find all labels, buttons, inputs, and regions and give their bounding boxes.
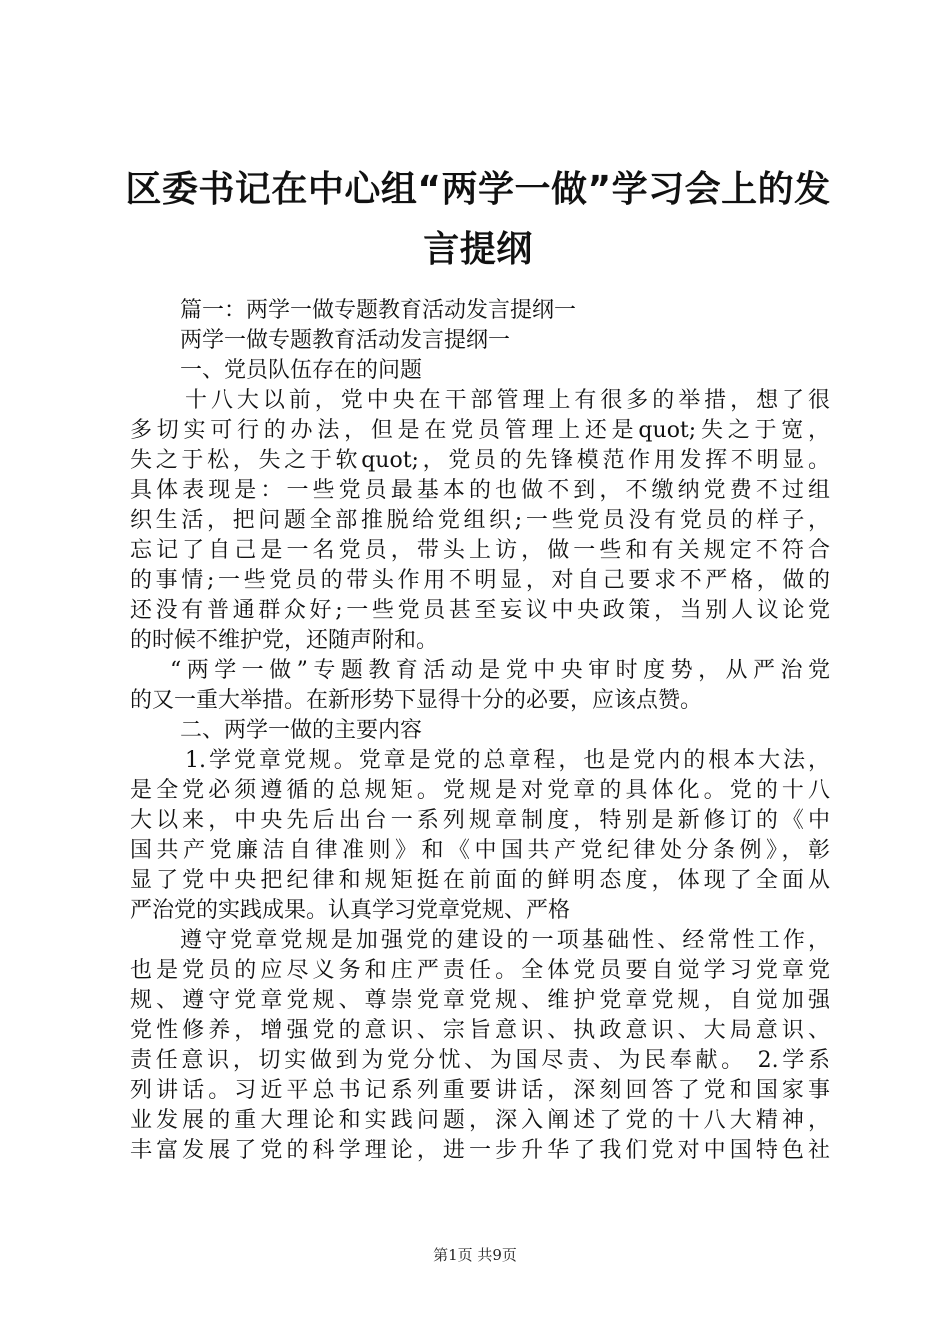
paragraph-line: 多切实可行的办法，但是在党员管理上还是quot;失之于宽，: [130, 418, 830, 443]
paragraph-line: 丰富发展了党的科学理论，进一步升华了我们党对中国特色社: [130, 1138, 830, 1163]
paragraph-line: 列讲话。习近平总书记系列重要讲话，深刻回答了党和国家事: [130, 1078, 830, 1103]
paragraph-3: [130, 746, 830, 926]
paragraph-4: [130, 926, 830, 1166]
paragraph-line: 1.学党章党规。党章是党的总章程，也是党内的根本大法，: [185, 748, 830, 773]
document-body: [130, 296, 830, 1166]
section-1-heading: 一、党员队伍存在的问题: [180, 358, 423, 383]
paragraph-line: 的又一重大举措。在新形势下显得十分的必要，应该点赞。: [130, 688, 703, 713]
paragraph-line: 业发展的重大理论和实践问题，深入阐述了党的十八大精神，: [130, 1108, 830, 1133]
paragraph-line: 的事情;一些党员的带头作用不明显，对自己要求不严格，做的: [130, 568, 830, 593]
paragraph-line: 失之于松，失之于软quot;，党员的先锋模范作用发挥不明显。: [130, 448, 830, 473]
paragraph-line: 的时候不维护党，还随声附和。: [130, 628, 439, 653]
section-2-heading: 二、两学一做的主要内容: [180, 718, 423, 743]
title-line: 区委书记在中心组“两学一做”学习会上的发: [125, 169, 831, 210]
paragraph-line: 严治党的实践成果。认真学习党章党规、严格: [130, 898, 571, 923]
paragraph-line: 是全党必须遵循的总规矩。党规是对党章的具体化。党的十八: [130, 778, 830, 803]
paragraph-line: 还没有普通群众好;一些党员甚至妄议中央政策，当别人议论党: [130, 598, 830, 623]
paragraph-line: 显了党中央把纪律和规矩挺在前面的鲜明态度，体现了全面从: [130, 868, 830, 893]
paragraph-line: 国共产党廉洁自律准则》和《中国共产党纪律处分条例》，彰: [130, 838, 830, 863]
paragraph-line: 织生活，把问题全部推脱给党组织;一些党员没有党员的样子，: [130, 508, 830, 533]
paragraph-line: 责任意识，切实做到为党分忧、为国尽责、为民奉献。 2.学系: [130, 1048, 830, 1073]
paragraph-1: [130, 386, 830, 656]
paragraph-line: 十八大以前，党中央在干部管理上有很多的举措，想了很: [185, 388, 830, 413]
title-line: 言提纲: [423, 229, 533, 270]
paragraph-2: [130, 656, 830, 716]
paragraph-line: 大以来，中央先后出台一系列规章制度，特别是新修订的《中: [130, 808, 830, 833]
subtitle-1: 篇一：两学一做专题教育活动发言提纲一: [180, 298, 577, 323]
paragraph-line: 也是党员的应尽义务和庄严责任。全体党员要自觉学习党章党: [130, 958, 830, 983]
paragraph-line: 具体表现是：一些党员最基本的也做不到，不缴纳党费不过组: [130, 478, 830, 503]
paragraph-line: “两学一做”专题教育活动是党中央审时度势，从严治党: [170, 658, 830, 683]
subtitle-2: 两学一做专题教育活动发言提纲一: [180, 328, 511, 353]
paragraph-line: 忘记了自己是一名党员，带头上访，做一些和有关规定不符合: [130, 538, 830, 563]
document-title: [108, 160, 848, 280]
paragraph-line: 党性修养，增强党的意识、宗旨意识、执政意识、大局意识、: [130, 1018, 830, 1043]
page-footer: 第1页 共9页: [433, 1246, 517, 1264]
paragraph-line: 遵守党章党规是加强党的建设的一项基础性、经常性工作，: [180, 928, 830, 953]
paragraph-line: 规、遵守党章党规、尊崇党章党规、维护党章党规，自觉加强: [130, 988, 830, 1013]
